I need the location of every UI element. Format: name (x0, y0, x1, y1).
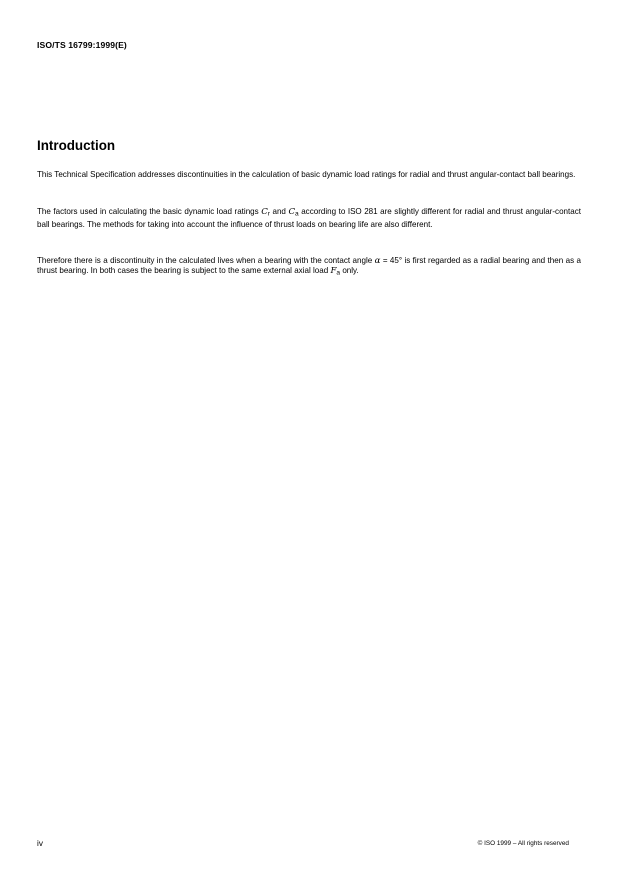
ca-subscript: a (295, 210, 299, 218)
intro-paragraph-1: This Technical Specification addresses discontinuities in the calculation of basic dynamic load ratings for radial and thrust angular-contact ball bearings. (37, 170, 576, 179)
cr-symbol (261, 207, 270, 217)
fa-subscript: a (336, 269, 341, 277)
paragraph-3-text-b: = 45° is first regarded as a radial bearing and then as a thrust bearing. In both cases the bearing is subject to the same external axial load (37, 256, 581, 276)
copyright-notice: © ISO 1999 – All rights reserved (477, 840, 569, 847)
paragraph-3-text-c: only. (340, 266, 359, 276)
cr-subscript: r (267, 210, 270, 218)
paragraph-3-text-a: Therefore there is a discontinuity in the calculated lives when a bearing with the contact angle (37, 256, 375, 265)
ca-variable: C (288, 207, 296, 217)
page-number: iv (37, 839, 43, 848)
intro-paragraph-2 (37, 207, 581, 230)
fa-symbol (330, 266, 340, 276)
document-header: ISO/TS 16799:1999(E) (37, 40, 127, 50)
intro-paragraph-3 (37, 256, 581, 279)
cr-variable: C (261, 207, 268, 217)
paragraph-2-and: and (269, 207, 289, 216)
section-title: Introduction (37, 138, 116, 153)
fa-variable: F (330, 266, 337, 277)
alpha-symbol: α (374, 256, 381, 266)
paragraph-2-text-b: according to ISO 281 are slightly different for radial and thrust angular-contact ball bearings. The methods for taking into account the influence of thrust loads on bearing life are also different. (37, 207, 581, 229)
paragraph-2-text-a: The factors used in calculating the basic dynamic load ratings (37, 207, 262, 216)
ca-symbol (288, 207, 298, 217)
